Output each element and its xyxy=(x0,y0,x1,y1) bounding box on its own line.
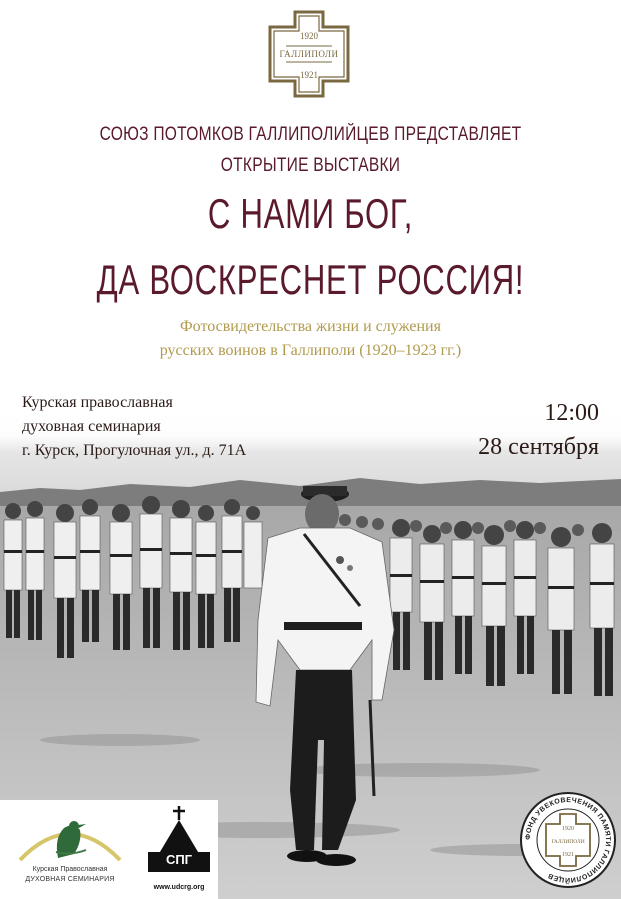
seal-ring-text: ФОНД УВЕКОВЕЧЕНИЯ ПАМЯТИ ГАЛЛИПОЛИЙЦЕВ xyxy=(524,796,612,884)
memorial-fund-seal xyxy=(518,790,618,890)
subtitle-line-2: русских воинов в Галлиполи (1920–1923 гг.) xyxy=(159,342,462,359)
event-time: 12:00 xyxy=(544,400,599,426)
emblem-year-top: 1920 xyxy=(300,31,318,41)
subtitle-line-1: Фотосвидетельства жизни и служения xyxy=(180,318,441,335)
seal-icon xyxy=(518,790,618,890)
emblem-name: ГАЛЛИПОЛИ xyxy=(279,49,339,59)
spg-logo xyxy=(140,800,218,899)
event-datetime xyxy=(478,396,599,464)
title-line-2: ДА ВОСКРЕСНЕТ РОССИЯ! xyxy=(96,256,525,303)
emblem-year-bottom: 1921 xyxy=(300,70,318,80)
church-icon xyxy=(140,800,218,880)
spg-website: www.udcrg.org xyxy=(153,884,205,891)
seminary-logo xyxy=(0,800,140,899)
venue-line-3: г. Курск, Прогулочная ул., д. 71А xyxy=(22,442,247,459)
bird-icon xyxy=(0,800,140,866)
event-date: 28 сентября xyxy=(478,434,599,460)
venue-address xyxy=(22,391,322,463)
gallipoli-cross-emblem xyxy=(268,10,350,98)
seal-year-bottom: 1921 xyxy=(562,852,574,858)
seal-name: ГАЛЛИПОЛИ xyxy=(551,839,585,845)
seminary-logo-line-1: Курская Православная xyxy=(32,866,108,873)
headline-line-2: ОТКРЫТИЕ ВЫСТАВКИ xyxy=(220,155,401,176)
seal-year-top: 1920 xyxy=(562,826,574,832)
venue-line-2: духовная семинария xyxy=(22,418,161,435)
headline-line-1: СОЮЗ ПОТОМКОВ ГАЛЛИПОЛИЙЦЕВ ПРЕДСТАВЛЯЕТ xyxy=(99,124,522,145)
venue-line-1: Курская православная xyxy=(22,394,173,411)
spg-logo-label: СПГ xyxy=(165,852,193,867)
seminary-logo-line-2: ДУХОВНАЯ СЕМИНАРИЯ xyxy=(25,876,115,883)
title-line-1: С НАМИ БОГ, xyxy=(207,190,414,237)
